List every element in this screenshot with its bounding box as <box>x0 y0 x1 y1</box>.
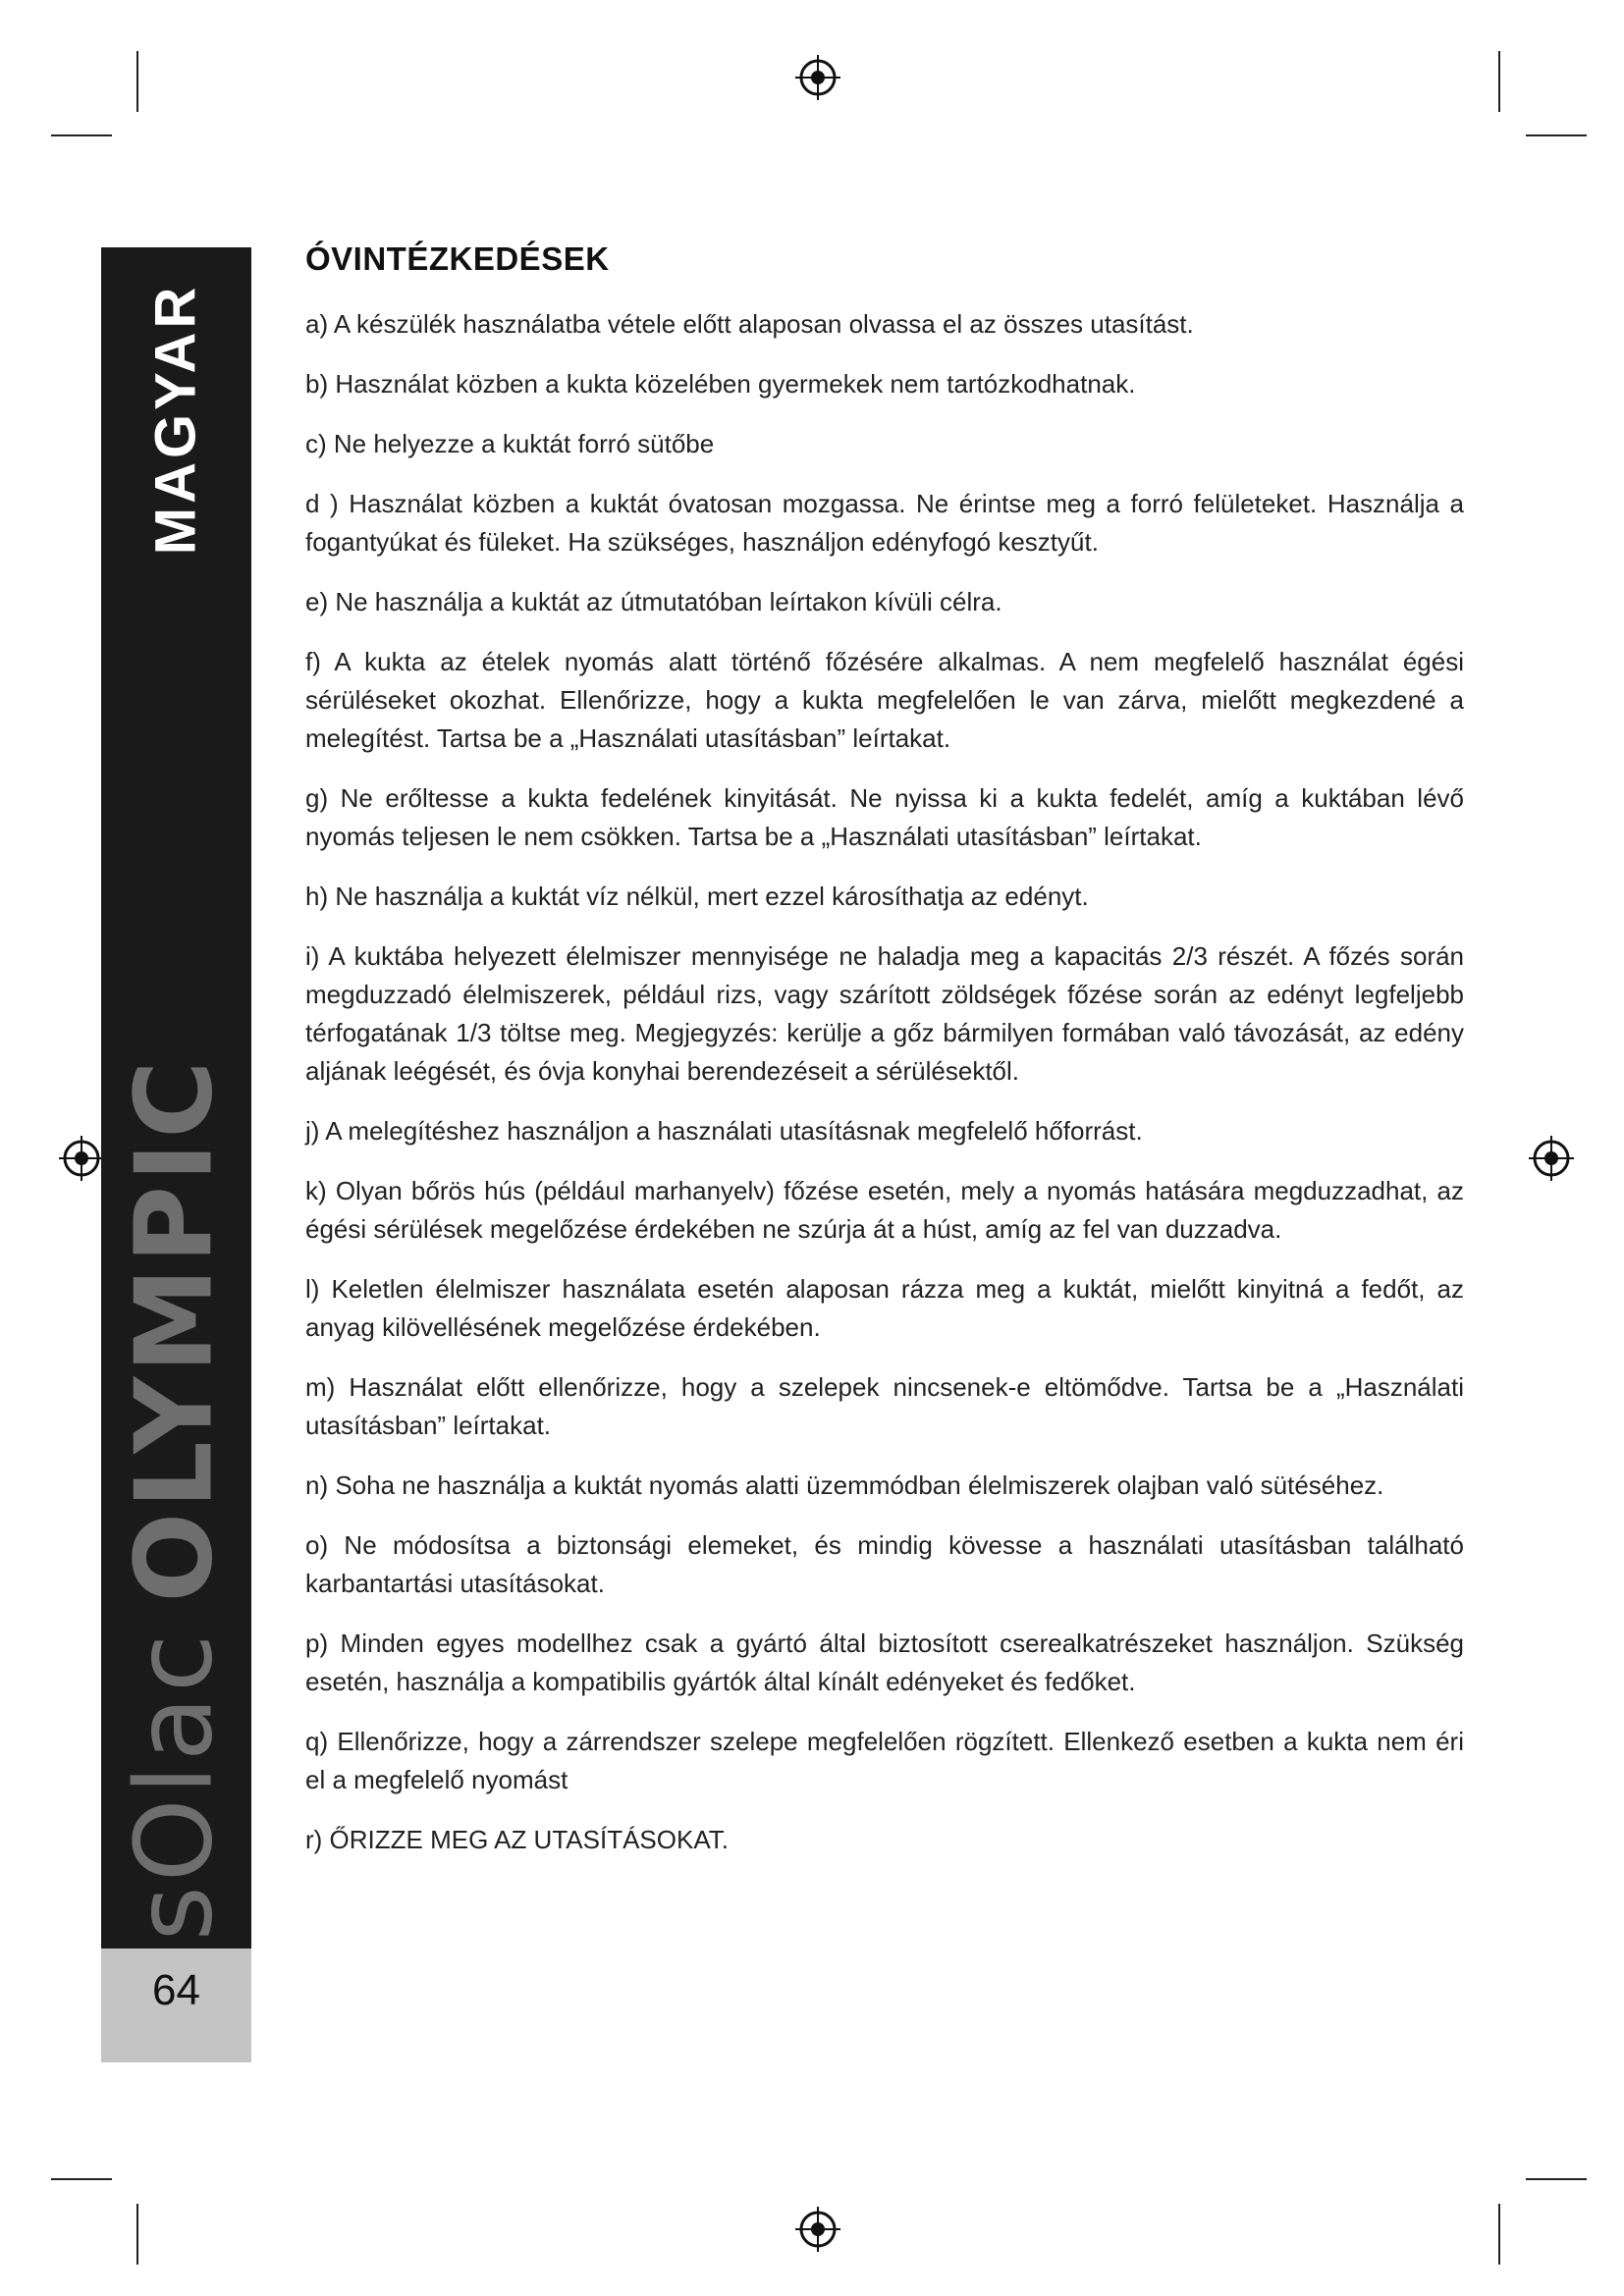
list-item: h) Ne használja a kuktát víz nélkül, mert ezzel károsíthatja az edényt. <box>305 881 1089 911</box>
list-item: q) Ellenőrizze, hogy a zárrendszer szelepe megfelelően rögzített. Ellenkező esetben a kukta nem éri el a megfelelő nyomást <box>305 1727 1464 1794</box>
crop-mark <box>1526 2178 1587 2180</box>
crop-mark <box>136 51 138 112</box>
list-item: i) A kuktába helyezett élelmiszer mennyisége ne haladja meg a kapacitás 2/3 részét. A főzés során megduzzadó élelmiszerek, például rizs, vagy szárított zöldségek főzése során az edényt legfeljebb térfogatának 1/3 töltse meg. Megjegyzés: kerülje a gőz bármilyen formában való távozását, az edény aljának leégését, és óvja konyhai berendezéseit a sérülésektől. <box>305 941 1464 1086</box>
registration-mark-icon <box>793 2205 842 2254</box>
main-content <box>305 240 1464 1881</box>
crop-mark <box>51 134 112 136</box>
list-item: d ) Használat közben a kuktát óvatosan mozgassa. Ne érintse meg a forró felületeket. Használja a fogantyúkat és füleket. Ha szükséges, használjon edényfogó kesztyűt. <box>305 489 1464 557</box>
list-item: b) Használat közben a kukta közelében gyermekek nem tartózkodhatnak. <box>305 369 1136 399</box>
list-item: g) Ne erőltesse a kukta fedelének kinyitását. Ne nyissa ki a kukta fedelét, amíg a kuktában lévő nyomás teljesen le nem csökken. Tartsa be a „Használati utasításban” leírtakat. <box>305 783 1464 851</box>
list-item: a) A készülék használatba vétele előtt alaposan olvassa el az összes utasítást. <box>305 309 1194 339</box>
brand-logo <box>114 1057 237 1942</box>
list-item: o) Ne módosítsa a biztonsági elemeket, és mindig kövesse a használati utasításban található karbantartási utasításokat. <box>305 1530 1464 1598</box>
list-item: k) Olyan bőrös hús (például marhanyelv) főzése esetén, mely a nyomás hatására megduzzadhat, az égési sérülések megelőzése érdekében ne szúrja át a húst, amíg az fel van duzzadva. <box>305 1176 1464 1244</box>
brand-name-part1: sOlac <box>113 1629 237 1942</box>
crop-mark <box>136 2204 138 2265</box>
list-item: l) Keletlen élelmiszer használata esetén alaposan rázza meg a kuktát, mielőtt kinyitná a fedőt, az anyag kilövellésének megelőzése érdekében. <box>305 1274 1464 1342</box>
page-number: 64 <box>152 1966 200 2014</box>
crop-mark <box>1498 2204 1500 2265</box>
precautions-list <box>305 305 1464 1859</box>
brand-name-part2: OLYMPIC <box>113 1056 237 1603</box>
registration-mark-icon <box>57 1134 106 1183</box>
crop-mark <box>1498 51 1500 112</box>
list-item: f) A kukta az ételek nyomás alatt történő főzésére alkalmas. A nem megfelelő használat égési sérüléseket okozhat. Ellenőrizze, hogy a kukta megfelelően le van zárva, mielőtt megkezdené a melegítést. Tartsa be a „Használati utasításban” leírtakat. <box>305 647 1464 753</box>
list-item: n) Soha ne használja a kuktát nyomás alatti üzemmódban élelmiszerek olajban való sütéséhez. <box>305 1470 1384 1500</box>
list-item: e) Ne használja a kuktát az útmutatóban leírtakon kívüli célra. <box>305 587 1002 616</box>
list-item: c) Ne helyezze a kuktát forró sütőbe <box>305 429 715 458</box>
list-item: m) Használat előtt ellenőrizze, hogy a szelepek nincsenek-e eltömődve. Tartsa be a „Használati utasításban” leírtakat. <box>305 1372 1464 1440</box>
crop-mark <box>51 2178 112 2180</box>
crop-mark <box>1526 134 1587 136</box>
registration-mark-icon <box>793 53 842 102</box>
list-item: j) A melegítéshez használjon a használati utasításnak megfelelő hőforrást. <box>305 1116 1143 1146</box>
language-label: MAGYAR <box>143 283 208 556</box>
page-number-box <box>101 1949 251 2062</box>
list-item: p) Minden egyes modellhez csak a gyártó által biztosított cserealkatrészeket használjon. Szükség esetén, használja a kompatibilis gyártók által kínált edényeket és fedőket. <box>305 1629 1464 1696</box>
registration-mark-icon <box>1527 1134 1576 1183</box>
list-item: r) ŐRIZZE MEG AZ UTASÍTÁSOKAT. <box>305 1825 729 1854</box>
section-title: ÓVINTÉZKEDÉSEK <box>305 240 610 277</box>
